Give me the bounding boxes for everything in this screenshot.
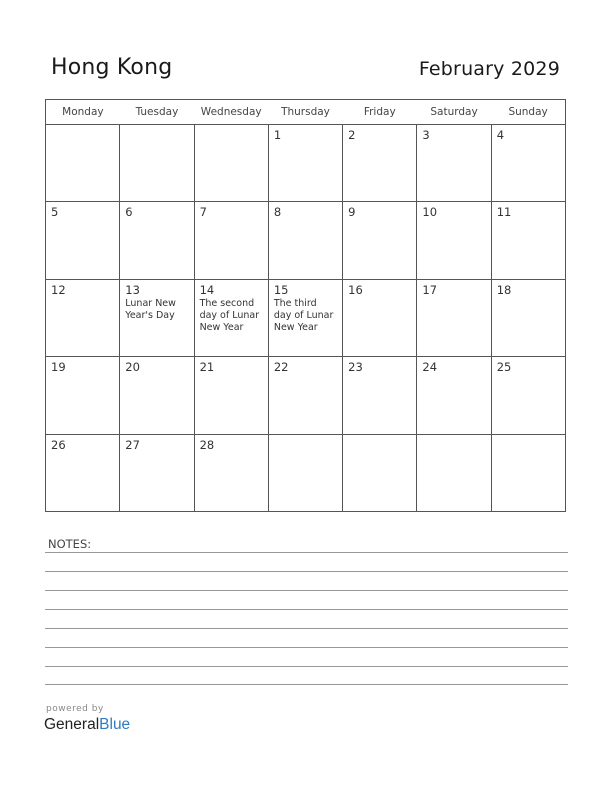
day-number: 16 bbox=[348, 282, 363, 297]
day-cell bbox=[120, 202, 194, 279]
day-cell bbox=[343, 279, 417, 356]
day-number: 12 bbox=[51, 282, 66, 297]
day-number: 10 bbox=[422, 205, 438, 220]
notes-line bbox=[45, 552, 568, 553]
notes-line bbox=[45, 628, 568, 629]
day-number: 25 bbox=[496, 360, 512, 375]
calendar-grid bbox=[45, 99, 566, 512]
weekday-header-row bbox=[46, 100, 566, 125]
day-cell bbox=[268, 125, 342, 202]
day-cell bbox=[46, 202, 120, 279]
week-row bbox=[46, 125, 566, 202]
notes-line bbox=[45, 684, 568, 685]
holiday-label: Lunar New Year's Day bbox=[125, 297, 176, 321]
weekday-sunday: Sunday bbox=[491, 100, 565, 125]
day-number: 19 bbox=[51, 360, 66, 375]
day-number: 2 bbox=[348, 128, 356, 142]
country-title: Hong Kong bbox=[51, 55, 173, 80]
day-cell bbox=[491, 357, 565, 434]
notes-line bbox=[45, 590, 568, 591]
weekday-tuesday: Tuesday bbox=[120, 100, 194, 125]
day-cell bbox=[268, 202, 342, 279]
day-cell bbox=[46, 125, 120, 202]
day-cell bbox=[343, 202, 417, 279]
day-number: 7 bbox=[199, 205, 207, 220]
day-cell bbox=[46, 279, 120, 356]
week-row bbox=[46, 434, 566, 511]
day-number: 9 bbox=[348, 205, 356, 220]
notes-line bbox=[45, 609, 568, 610]
day-number: 17 bbox=[422, 282, 438, 297]
day-cell bbox=[194, 357, 268, 434]
day-cell bbox=[194, 434, 268, 511]
day-cell bbox=[120, 125, 194, 202]
day-cell bbox=[46, 434, 120, 511]
day-cell bbox=[120, 357, 194, 434]
day-number: 26 bbox=[51, 437, 66, 452]
day-cell bbox=[194, 202, 268, 279]
day-cell bbox=[491, 434, 565, 511]
day-number: 5 bbox=[51, 205, 59, 220]
month-title: February 2029 bbox=[418, 58, 560, 80]
day-number: 18 bbox=[496, 282, 512, 297]
weekday-monday: Monday bbox=[46, 100, 120, 125]
weekday-saturday: Saturday bbox=[417, 100, 491, 125]
day-number: 8 bbox=[273, 205, 282, 220]
weekday-friday: Friday bbox=[343, 100, 417, 125]
day-number: 22 bbox=[273, 360, 289, 375]
day-cell bbox=[343, 357, 417, 434]
day-number: 13 bbox=[125, 282, 140, 297]
day-cell bbox=[417, 279, 491, 356]
day-cell bbox=[417, 357, 491, 434]
day-number: 21 bbox=[199, 360, 215, 375]
week-row bbox=[46, 357, 566, 434]
weekday-wednesday: Wednesday bbox=[194, 100, 268, 125]
week-row bbox=[46, 202, 566, 279]
day-cell bbox=[194, 279, 268, 356]
day-number: 3 bbox=[422, 128, 430, 142]
day-number: 4 bbox=[496, 128, 505, 142]
notes-line bbox=[45, 666, 568, 667]
day-number: 23 bbox=[348, 360, 363, 375]
day-cell bbox=[46, 357, 120, 434]
holiday-label: The third day of Lunar New Year bbox=[273, 297, 334, 333]
day-cell bbox=[417, 125, 491, 202]
day-cell bbox=[120, 279, 194, 356]
notes-label: NOTES: bbox=[48, 537, 92, 551]
day-cell bbox=[268, 434, 342, 511]
brand-blue: Blue bbox=[99, 716, 131, 733]
day-number: 11 bbox=[496, 205, 512, 220]
day-cell bbox=[417, 434, 491, 511]
day-cell bbox=[268, 279, 342, 356]
day-cell bbox=[491, 279, 565, 356]
day-number: 24 bbox=[422, 360, 438, 375]
day-number: 20 bbox=[125, 360, 140, 375]
powered-by-text: powered by bbox=[46, 704, 104, 714]
day-cell bbox=[417, 202, 491, 279]
day-number: 1 bbox=[273, 128, 282, 142]
day-number: 14 bbox=[199, 282, 215, 297]
day-cell bbox=[343, 434, 417, 511]
day-cell bbox=[194, 125, 268, 202]
day-cell bbox=[120, 434, 194, 511]
day-number: 15 bbox=[273, 282, 289, 297]
day-number: 6 bbox=[125, 205, 133, 220]
day-cell bbox=[491, 125, 565, 202]
day-number: 27 bbox=[125, 437, 140, 452]
weekday-thursday: Thursday bbox=[268, 100, 342, 125]
notes-line bbox=[45, 571, 568, 572]
brand-general: General bbox=[44, 716, 100, 733]
notes-line bbox=[45, 647, 568, 648]
week-row bbox=[46, 279, 566, 356]
day-number: 28 bbox=[199, 437, 215, 452]
brand-logo bbox=[44, 716, 130, 734]
day-cell bbox=[491, 202, 565, 279]
day-cell bbox=[268, 357, 342, 434]
day-cell bbox=[343, 125, 417, 202]
holiday-label: The second day of Lunar New Year bbox=[199, 297, 260, 333]
